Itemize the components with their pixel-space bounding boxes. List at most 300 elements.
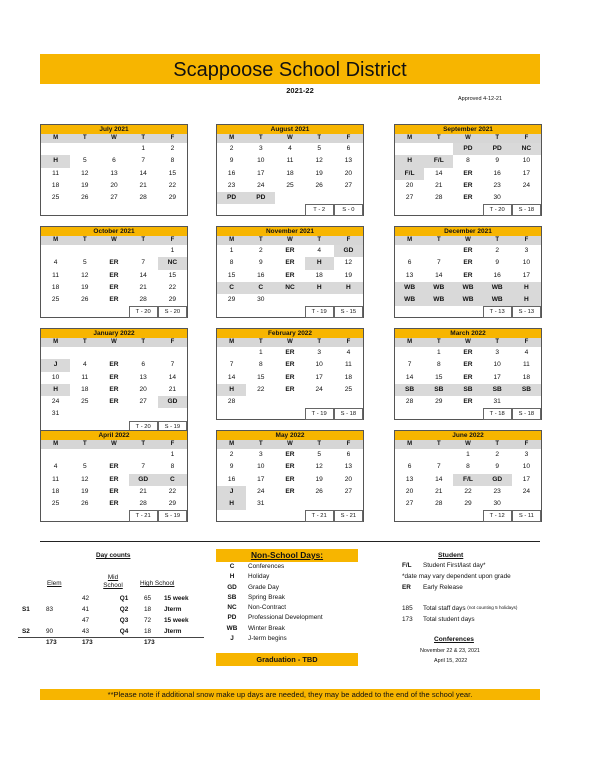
day-cell [275,192,304,204]
month-totals [217,408,363,419]
day-cell: 29 [168,500,177,508]
day-cell: 23 [493,181,501,189]
mid-label-line-1: Mid [107,574,119,581]
day-cell: 8 [170,463,175,471]
day-cell: 14 [435,271,443,279]
totals-spacer [275,204,304,216]
day-cell: H [512,294,541,306]
count-cell: 173 [42,637,76,648]
day-cell: 7 [141,463,146,471]
weekday-label: M [407,339,413,345]
weekday-label: T [82,237,87,243]
legend-item [216,583,358,593]
day-cell: 25 [81,398,89,406]
weekday-label: F [524,441,529,447]
count-cell: 15 week [164,595,189,602]
day-cell: 1 [466,451,470,458]
mid-column-label [102,574,124,590]
weekday-label: W [465,237,471,243]
quarter-row [18,593,204,604]
day-cell: 4 [524,349,529,356]
day-cell: 11 [52,169,60,177]
totals-spacer [70,510,99,522]
day-cell: 2 [495,247,500,254]
day-grid [395,347,541,408]
day-cell: C [217,282,246,294]
day-cell: 26 [315,181,323,189]
count-cell [18,637,42,648]
day-cell: F/L [424,155,453,167]
day-cell [395,449,424,461]
day-cell: 10 [257,463,265,471]
day-cell: ER [109,283,119,291]
day-cell: C [246,282,275,294]
day-cell: 20 [405,487,414,495]
staff-days-count: 185 [402,605,413,612]
day-cell [99,347,128,359]
weekday-label: F [346,339,351,345]
day-cell: 21 [139,487,147,495]
month-calendar [394,328,542,420]
er-label: Early Release [423,584,463,591]
weekday-label: F [524,339,529,345]
count-cell: 15 week [164,617,189,624]
legend-code: J [230,635,234,643]
day-cell: 7 [436,259,441,267]
count-cell: Q3 [119,617,129,624]
totals-spacer [70,204,99,215]
day-cell: 27 [344,181,353,189]
count-cell [108,637,140,648]
month-name: November 2021 [217,227,363,236]
day-cell [395,245,424,257]
day-cell [275,294,304,306]
day-cell: H [334,282,363,294]
day-cell: F/L [453,474,482,486]
month-calendar [40,124,188,216]
weekday-label: T [82,339,87,345]
first-last-label: Student First/last day* [423,562,486,569]
day-cell: J [41,359,70,371]
weekday-header [217,440,363,449]
day-cell: 10 [315,361,323,369]
day-cell: 23 [227,181,236,189]
month-name: February 2022 [217,329,363,338]
school-year: 2021-22 [286,86,314,95]
day-cell: 10 [522,157,531,165]
day-cell [305,498,334,510]
day-cell: F/L [395,168,424,180]
totals-spacer [424,204,453,216]
day-cell: 8 [258,361,263,369]
day-cell: WB [453,294,482,306]
day-cell: 12 [315,463,323,471]
day-cell [158,347,187,359]
day-cell: 28 [139,194,147,202]
day-cell [424,449,453,461]
divider [40,541,540,542]
day-cell: ER [109,463,119,471]
day-cell: J [217,486,246,498]
weekday-label: W [287,237,293,243]
day-grid [395,245,541,306]
quarter-row [18,615,204,626]
day-cell: ER [285,361,295,369]
student-day-total: S - 11 [512,510,541,522]
high-school-column-label: High School [140,580,175,587]
student-day-total: S - 20 [158,306,187,318]
totals-spacer [424,408,453,420]
legend-item [216,634,358,644]
day-cell: 7 [170,361,175,369]
day-cell: 2 [229,145,234,152]
day-cell: 10 [51,373,60,381]
weekday-label: T [258,441,263,447]
day-cell: 8 [170,157,175,165]
day-grid [217,245,363,306]
count-cell: Q2 [119,606,129,613]
day-cell: 13 [139,373,147,381]
day-cell: 29 [168,296,177,304]
day-cell: 14 [227,373,236,381]
teacher-day-total: T - 12 [483,510,512,522]
day-cell: H [41,384,70,396]
day-cell: 1 [436,349,441,356]
day-cell: 25 [286,181,294,189]
day-cell: 3 [258,145,263,152]
day-cell: 25 [51,194,60,202]
totals-spacer [246,306,275,318]
day-cell: 16 [257,271,265,279]
day-cell: 27 [110,194,118,202]
teacher-day-total: T - 19 [305,306,334,318]
day-cell: 27 [139,398,147,406]
day-cell [70,347,99,359]
totals-spacer [395,408,424,420]
month-totals [217,204,363,215]
day-cell [424,245,453,257]
day-cell: 19 [81,181,89,189]
day-cell: 11 [286,157,294,165]
month-name: July 2021 [41,125,187,134]
weekday-label: W [111,441,117,447]
teacher-day-total: T - 20 [129,421,158,433]
day-cell: H [305,282,334,294]
day-cell: 17 [315,373,323,381]
day-cell: ER [463,349,473,356]
weekday-label: M [53,135,59,141]
day-cell: 24 [257,181,265,189]
day-cell: H [395,155,424,167]
weekday-label: T [495,135,500,141]
weekday-label: T [258,339,263,345]
legend-label: J-term begins [248,635,287,643]
teacher-day-total: T - 20 [129,306,158,318]
month-name: August 2021 [217,125,363,134]
day-cell: 29 [227,296,236,304]
day-cell: 10 [522,463,531,471]
day-cell: NC [512,143,541,155]
count-cell: 47 [82,617,90,624]
count-cell: 42 [82,595,90,602]
day-cell: 14 [405,373,414,381]
conferences-date-2: April 15, 2022 [434,658,468,664]
weekday-label: F [524,237,529,243]
grade-note: *date may vary dependent upon grade [402,573,511,580]
student-day-total: S - 18 [512,408,541,420]
day-cell: 7 [229,361,234,369]
day-cell [70,408,99,420]
day-cell [158,408,187,420]
totals-spacer [453,306,482,318]
count-cell: S1 [22,606,30,613]
day-cell: SB [483,384,512,396]
student-heading: Student [438,552,464,559]
day-cell: 9 [495,463,500,471]
day-grid [217,449,363,510]
day-cell [305,294,334,306]
day-cell: 15 [168,271,177,279]
weekday-label: F [170,135,175,141]
weekday-label: T [141,339,146,345]
day-cell: ER [463,181,473,189]
day-cell: ER [463,247,473,254]
day-cell [70,449,99,461]
day-cell: 22 [257,385,265,393]
day-cell: 6 [112,157,116,165]
day-cell: ER [463,259,473,267]
legend-label: Holiday [248,573,270,581]
day-cell: ER [109,500,119,508]
legend-label: Non-Contract [248,604,287,612]
month-calendar [40,430,188,522]
count-cell: Q4 [119,627,129,635]
legend-item [216,593,358,603]
legend-label: Spring Break [248,593,285,601]
day-cell: 19 [81,283,89,291]
day-cell: 8 [436,361,441,369]
weekday-label: F [170,237,175,243]
legend-early-release [402,584,463,591]
day-cell: 17 [522,271,531,279]
day-cell: 6 [346,451,351,458]
student-day-total: S - 21 [334,510,363,522]
weekday-label: T [495,441,500,447]
conferences-date-1: November 22 & 23, 2021 [420,648,480,654]
month-calendar [216,124,364,216]
day-cell: 11 [52,475,60,483]
totals-spacer [246,408,275,420]
month-totals [217,510,363,521]
staff-days-label: Total staff days [423,605,466,612]
teacher-day-total: T - 20 [483,204,512,216]
day-grid [41,245,187,306]
day-cell: H [305,257,334,269]
weekday-label: F [346,441,351,447]
day-cell [424,143,453,155]
day-cell: ER [285,271,295,279]
totals-spacer [41,204,70,215]
day-cell: 6 [346,145,351,152]
day-cell: ER [285,487,295,495]
weekday-label: F [346,135,351,141]
day-cell: 6 [141,361,146,369]
day-cell: 13 [405,475,414,483]
totals-spacer [246,510,275,522]
count-cell [42,593,76,604]
day-cell: ER [463,271,473,279]
day-cell: 31 [51,410,60,418]
day-cell: ER [285,349,295,356]
day-cell: 15 [227,271,236,279]
day-cell: 19 [315,475,323,483]
day-cell: ER [109,373,119,381]
month-totals [395,510,541,521]
totals-spacer [395,204,424,216]
day-cell: 28 [139,500,147,508]
day-cell: GD [158,396,187,408]
weekday-label: M [407,441,413,447]
day-cell: 28 [227,398,236,406]
district-title: Scappoose School District [173,59,407,81]
month-calendar [394,226,542,318]
day-cell: 1 [258,349,263,356]
day-cell: 10 [257,157,265,165]
weekday-label: T [141,441,146,447]
day-cell: 17 [522,475,531,483]
month-totals [395,306,541,317]
totals-spacer [395,306,424,318]
month-totals [41,510,187,521]
month-totals [41,204,187,215]
weekday-label: W [287,339,293,345]
month-calendar [394,430,542,522]
totals-spacer [217,306,246,318]
day-cell: 4 [53,463,58,471]
day-cell: 5 [317,145,322,152]
month-name: May 2022 [217,431,363,440]
first-last-code: F/L [402,562,412,569]
day-cell: NC [275,282,304,294]
day-cell: 7 [141,259,146,267]
day-cell: ER [285,451,295,458]
count-cell: 65 [144,595,152,602]
count-cell: Jterm [164,627,182,635]
legend-label: Winter Break [248,624,285,632]
day-cell: 29 [168,194,177,202]
day-cell: PD [246,192,275,204]
month-totals [217,306,363,317]
count-cell [18,593,42,604]
day-cell: 13 [344,157,353,165]
day-cell: 29 [435,398,443,406]
day-cell: 4 [53,259,58,267]
totals-spacer [275,510,304,522]
day-cell [512,396,541,408]
weekday-header [41,236,187,245]
day-cell: ER [463,194,473,202]
approved-date: Approved 4-12-21 [458,96,503,102]
day-cell [129,347,158,359]
day-cell [41,245,70,257]
totals-spacer [275,408,304,420]
day-cell: 4 [317,247,322,254]
day-cell: SB [512,384,541,396]
day-cell: 30 [493,500,501,508]
student-day-total [158,204,187,215]
day-cell [512,498,541,510]
day-cell: SB [395,384,424,396]
day-grid [217,347,363,408]
day-cell: H [41,155,70,167]
day-cell: 7 [436,463,441,471]
day-cell: 27 [405,500,414,508]
weekday-label: T [82,441,87,447]
day-cell: 8 [466,157,470,165]
graduation-banner: Graduation - TBD [216,653,358,666]
day-cell: 7 [141,157,146,165]
day-cell: ER [285,475,295,483]
day-cell: 30 [257,296,265,304]
day-cell: 24 [522,181,531,189]
day-cell [395,143,424,155]
day-cell: 12 [344,259,353,267]
weekday-label: T [141,135,146,141]
day-cell [334,396,363,408]
day-cell: 8 [466,463,470,471]
day-cell: 5 [317,451,322,458]
day-cell [129,449,158,461]
day-cell: 26 [81,296,89,304]
day-grid [41,449,187,510]
day-grid [395,449,541,510]
legend-code: SB [227,593,237,601]
day-cell [275,498,304,510]
day-cell: WB [395,294,424,306]
day-cell: 28 [139,296,147,304]
day-cell: 18 [81,385,89,393]
legend-code: WB [226,624,238,632]
quarter-row [18,626,204,637]
day-cell: 24 [315,385,323,393]
day-cell: 30 [493,194,501,202]
legend-first-last [402,562,486,569]
month-name: January 2022 [41,329,187,338]
weekday-label: W [111,339,117,345]
totals-spacer [453,510,482,522]
day-cell: ER [109,475,119,483]
day-cell: 28 [435,500,443,508]
day-cell: 28 [435,194,443,202]
day-cell: 1 [170,451,175,458]
day-cell: 20 [344,475,353,483]
legend-item [216,613,358,623]
legend-item [216,603,358,613]
weekday-label: M [229,237,235,243]
day-cell: 1 [170,247,175,254]
month-name: December 2021 [395,227,541,236]
count-cell [18,615,42,626]
student-day-total: S - 18 [334,408,363,420]
day-cell: ER [463,373,473,381]
legend-code: PD [227,614,237,622]
day-cell: NC [158,257,187,269]
weekday-label: W [287,441,293,447]
month-name: September 2021 [395,125,541,134]
day-cell: 19 [344,271,353,279]
elem-column-label: Elem [47,580,62,587]
weekday-label: T [317,441,322,447]
